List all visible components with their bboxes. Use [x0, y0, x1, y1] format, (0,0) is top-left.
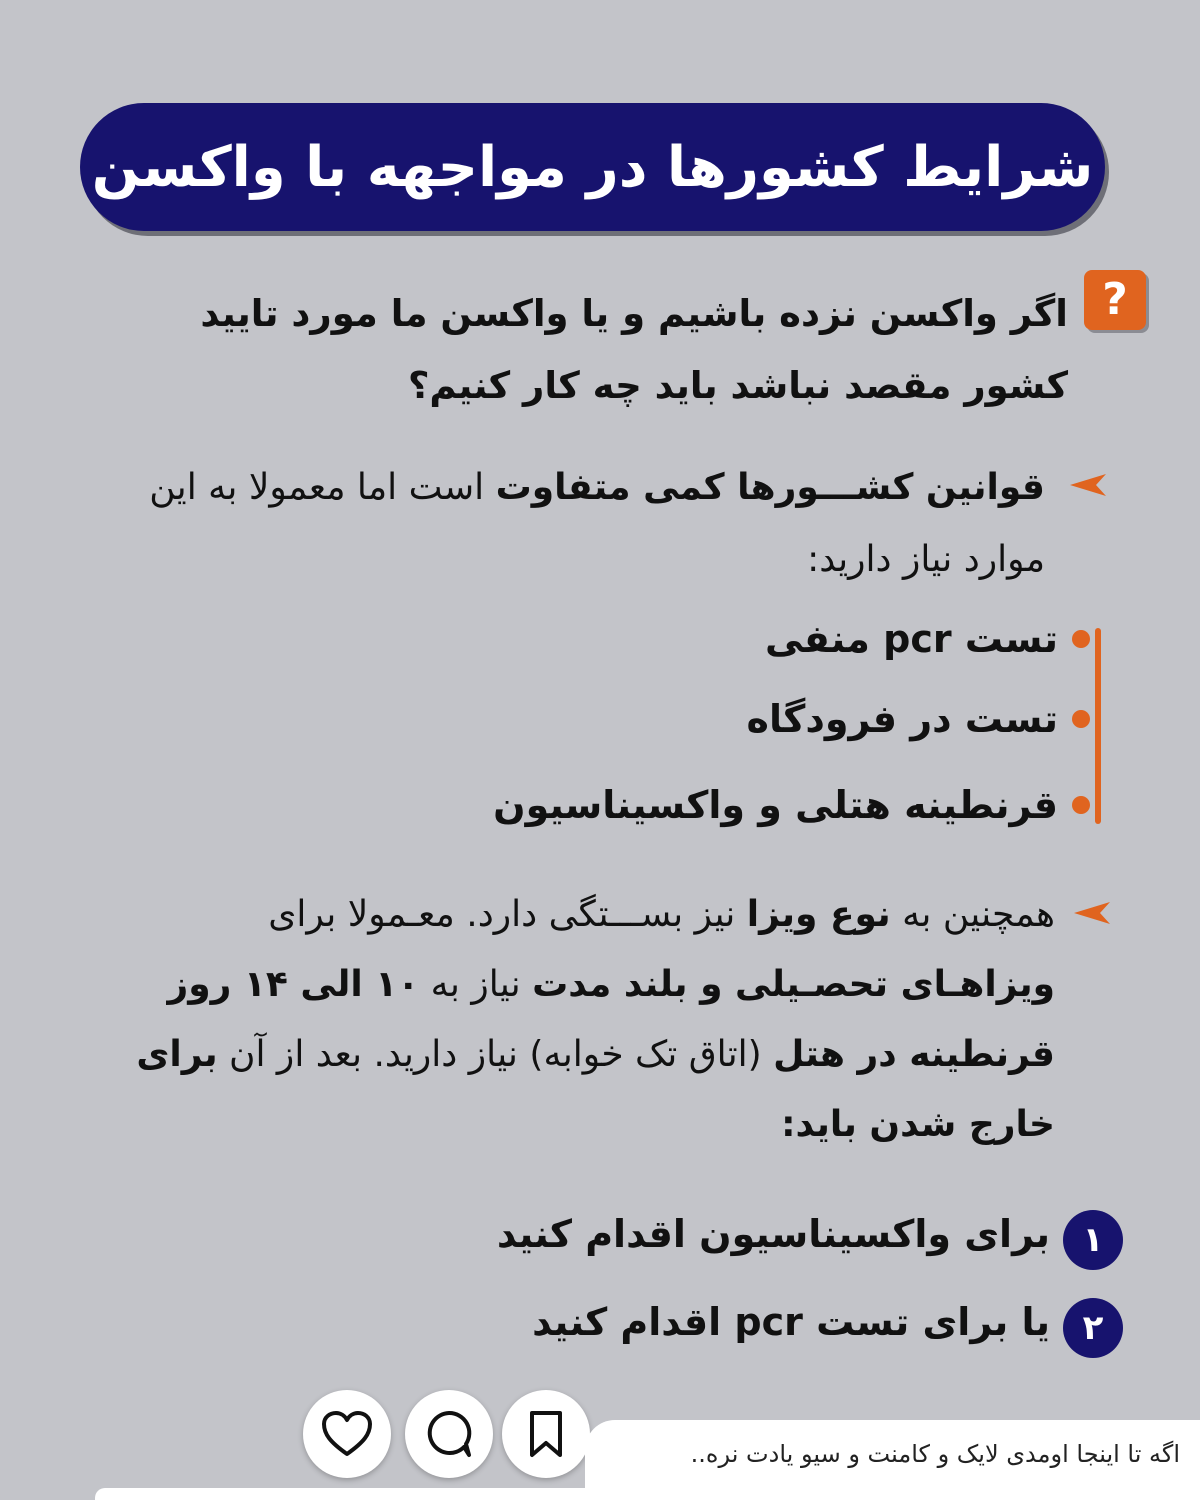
rules-bold: قوانین کشـــورها کمی متفاوت — [495, 467, 1045, 508]
comment-icon — [422, 1407, 476, 1461]
comment-button[interactable] — [405, 1390, 493, 1478]
visa-text: نیاز به — [419, 964, 533, 1005]
requirement-text: قرنطینه هتلی و واکسیناسیون — [493, 783, 1058, 827]
step-text: برای واکسیناسیون اقدام کنید — [496, 1212, 1050, 1256]
visa-bold: برای خارج شدن باید: — [136, 1034, 1055, 1145]
visa-bold: ۱۰ الی ۱۴ روز قرنطینه در هتل — [167, 964, 1055, 1075]
visa-text: نیز بســـتگی دارد. معـمولا برای — [268, 894, 747, 935]
bullet-dot — [1072, 710, 1090, 728]
question-icon: ? — [1084, 270, 1146, 330]
step-text: یا برای تست pcr اقدام کنید — [532, 1300, 1050, 1344]
arrow-icon — [1072, 900, 1112, 926]
title-banner — [80, 103, 1105, 231]
cta-text: اگه تا اینجا اومدی لایک و کامنت و سیو یادت نره.. — [690, 1440, 1180, 1468]
page-title: شرایط کشورها در مواجهه با واکسن — [91, 134, 1094, 200]
arrow-icon — [1068, 472, 1108, 498]
requirement-text: تست در فرودگاه — [746, 697, 1058, 741]
visa-text: (اتاق تک خوابه) نیاز دارید. بعد از آن — [217, 1034, 774, 1075]
bullet-dot — [1072, 796, 1090, 814]
save-button[interactable] — [502, 1390, 590, 1478]
heart-icon — [320, 1409, 374, 1459]
like-button[interactable] — [303, 1390, 391, 1478]
bottom-strip — [95, 1488, 1200, 1500]
visa-bold: نوع ویزا — [746, 894, 891, 935]
list-item — [760, 614, 1090, 664]
visa-text: همچنین به — [890, 894, 1055, 935]
rules-paragraph — [110, 452, 1045, 596]
step-number: ۱ — [1063, 1210, 1123, 1270]
visa-bold: ویزاهـای تحصـیلی و بلند مدت — [532, 964, 1055, 1005]
question-text: اگر واکسن نزده باشیم و یا واکسن ما مورد تایید کشور مقصد نباشد باید چه کار کنیم؟ — [200, 292, 1068, 407]
list-item — [493, 780, 1090, 830]
list-item — [746, 694, 1090, 744]
visa-paragraph — [110, 880, 1055, 1160]
requirement-text: تست pcr منفی — [765, 617, 1058, 661]
step-number: ۲ — [1063, 1298, 1123, 1358]
bullet-dot — [1072, 630, 1090, 648]
list-accent-bar — [1095, 628, 1101, 824]
rules-rest: است اما معمولا به این موارد نیاز دارید: — [149, 467, 1045, 580]
bookmark-icon — [524, 1407, 568, 1461]
